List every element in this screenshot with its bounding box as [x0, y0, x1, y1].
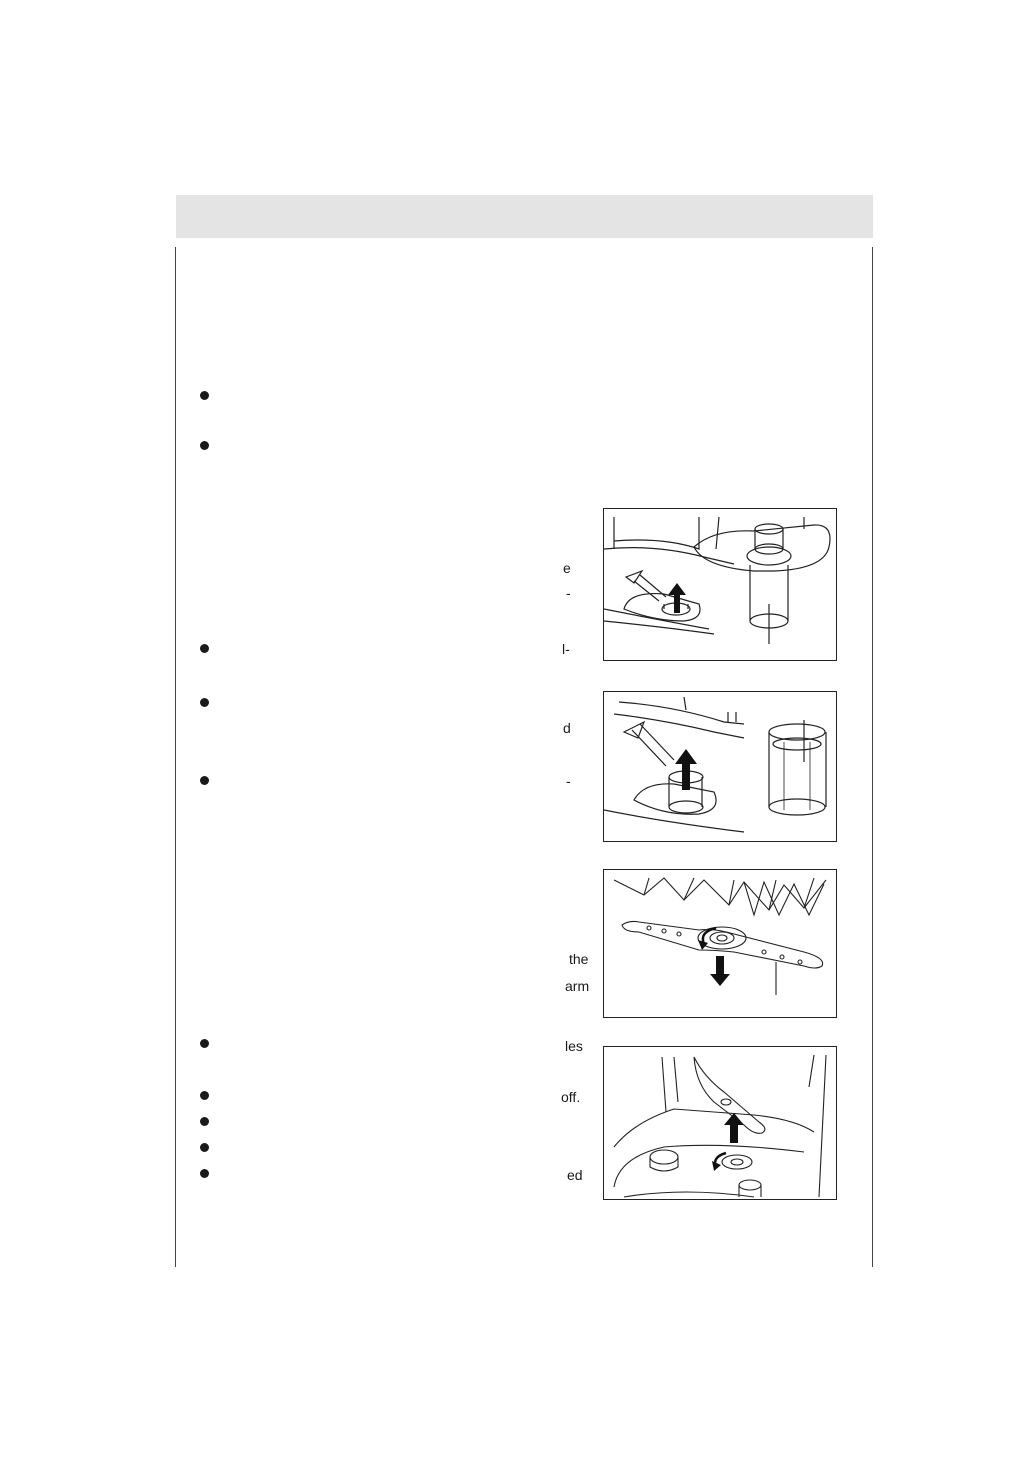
bullet-point: [200, 1117, 209, 1126]
bullet-point: [200, 441, 209, 450]
section-header-bar: [176, 195, 873, 238]
lower-spray-arm-illustration-icon: [604, 1047, 837, 1200]
bullet-point: [200, 644, 209, 653]
text-fragment: arm: [565, 978, 590, 994]
bullet-point: [200, 1143, 209, 1152]
text-fragment: -: [566, 585, 571, 601]
page-left-rule: [175, 247, 176, 1267]
text-fragment: off.: [561, 1089, 581, 1105]
upper-spray-arm-illustration-icon: [604, 870, 837, 1018]
text-fragment: les: [565, 1038, 583, 1054]
figure-remove-lower-spray-arm: [603, 1046, 837, 1200]
figure-remove-coarse-filter: [603, 691, 837, 842]
text-fragment: e: [563, 560, 571, 576]
text-fragment: ed: [567, 1167, 583, 1183]
page-right-rule: [872, 247, 873, 1267]
text-fragment: the: [569, 951, 589, 967]
bullet-point: [200, 776, 209, 785]
bullet-point: [200, 1091, 209, 1100]
filter-illustration-icon: [604, 509, 837, 661]
figure-remove-fine-filter: [603, 508, 837, 661]
bullet-point: [200, 1039, 209, 1048]
figure-remove-upper-spray-arm: [603, 869, 837, 1018]
text-fragment: l-: [562, 641, 570, 657]
bullet-point: [200, 1169, 209, 1178]
text-fragment: -: [566, 773, 571, 789]
bullet-point: [200, 391, 209, 400]
bullet-point: [200, 698, 209, 707]
text-fragment: d: [563, 720, 571, 736]
filter-cup-illustration-icon: [604, 692, 837, 842]
